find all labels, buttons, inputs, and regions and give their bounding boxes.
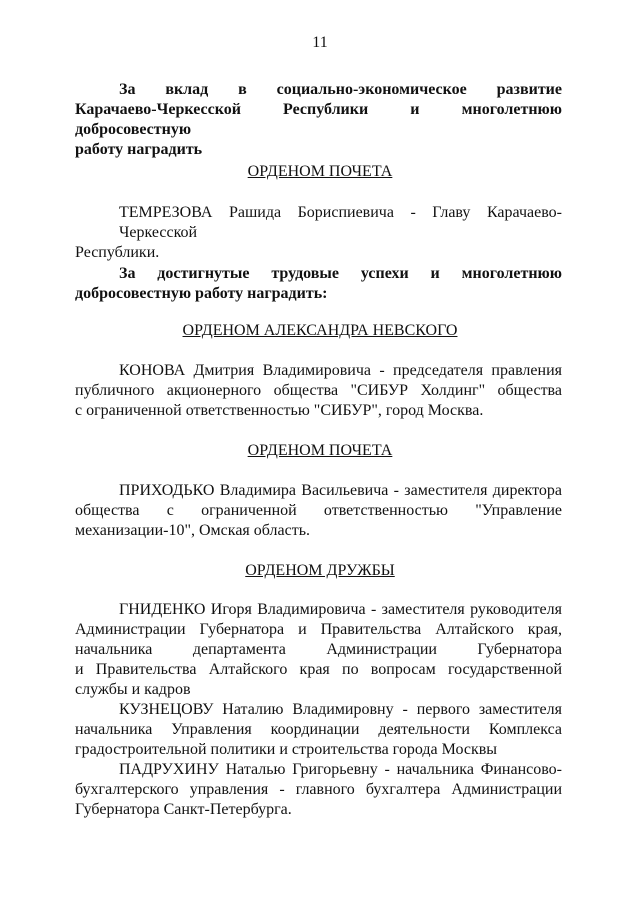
text-line: публичного акционерного общества "СИБУР Холдинг" общества (75, 382, 562, 399)
text-line: ТЕМРЕЗОВА Рашида Бориспиевича - Главу Карачаево-Черкесской (119, 204, 562, 241)
award-intro-paragraph (75, 264, 562, 304)
order-heading (0, 561, 640, 581)
recipient-paragraph (75, 700, 562, 760)
recipient-paragraph (75, 760, 562, 820)
text-line: За достигнутые трудовые успехи и многолетнюю (119, 265, 562, 282)
text-line: КУЗНЕЦОВУ Наталию Владимировну - первого заместителя (119, 701, 562, 718)
text-line: градостроительной политики и строительства города Москвы (75, 741, 498, 758)
order-heading (0, 162, 640, 182)
order-heading (0, 441, 640, 461)
text-line: начальника департамента Администрации Губернатора (75, 641, 562, 658)
text-line: Администрации Губернатора и Правительства Алтайского края, (75, 621, 562, 638)
text-line: ГНИДЕНКО Игоря Владимировича - заместителя руководителя (119, 601, 562, 618)
text-line: общества с ограниченной ответственностью "Управление (75, 502, 562, 519)
text-line: добросовестную работу наградить: (75, 285, 328, 302)
page-number: 11 (312, 34, 328, 51)
text-line: Губернатора Санкт-Петербурга. (75, 801, 292, 818)
text-line: начальника Управления координации деятельности Комплекса (75, 721, 562, 738)
text-line: Республики. (75, 244, 160, 261)
text-line: работу наградить (75, 141, 203, 158)
text-line: ПАДРУХИНУ Наталью Григорьевну - начальника Финансово- (119, 761, 562, 778)
text-line: службы и кадров (75, 681, 191, 698)
text-line: За вклад в социально-экономическое развитие (119, 81, 562, 98)
text-line: КОНОВА Дмитрия Владимировича - председателя правления (119, 362, 562, 379)
recipient-paragraph (75, 203, 562, 263)
order-heading (0, 321, 640, 341)
recipient-paragraph (75, 361, 562, 421)
order-heading-text: ОРДЕНОМ ДРУЖБЫ (245, 562, 395, 579)
order-heading-text: ОРДЕНОМ ПОЧЕТА (247, 163, 393, 180)
text-line: бухгалтерского управления - главного бухгалтера Администрации (75, 781, 562, 798)
text-line: с ограниченной ответственностью "СИБУР", город Москва. (75, 402, 484, 419)
recipient-paragraph (75, 481, 562, 541)
order-heading-text: ОРДЕНОМ ПОЧЕТА (247, 442, 393, 459)
award-intro-paragraph (75, 80, 562, 160)
text-line: механизации-10", Омская область. (75, 522, 310, 539)
order-heading-text: ОРДЕНОМ АЛЕКСАНДРА НЕВСКОГО (182, 322, 458, 339)
recipient-paragraph (75, 600, 562, 700)
text-line: Карачаево-Черкесской Республики и многолетнюю добросовестную (75, 101, 562, 138)
text-line: и Правительства Алтайского края по вопросам государственной (75, 661, 562, 678)
text-line: ПРИХОДЬКО Владимира Васильевича - заместителя директора (119, 482, 562, 499)
